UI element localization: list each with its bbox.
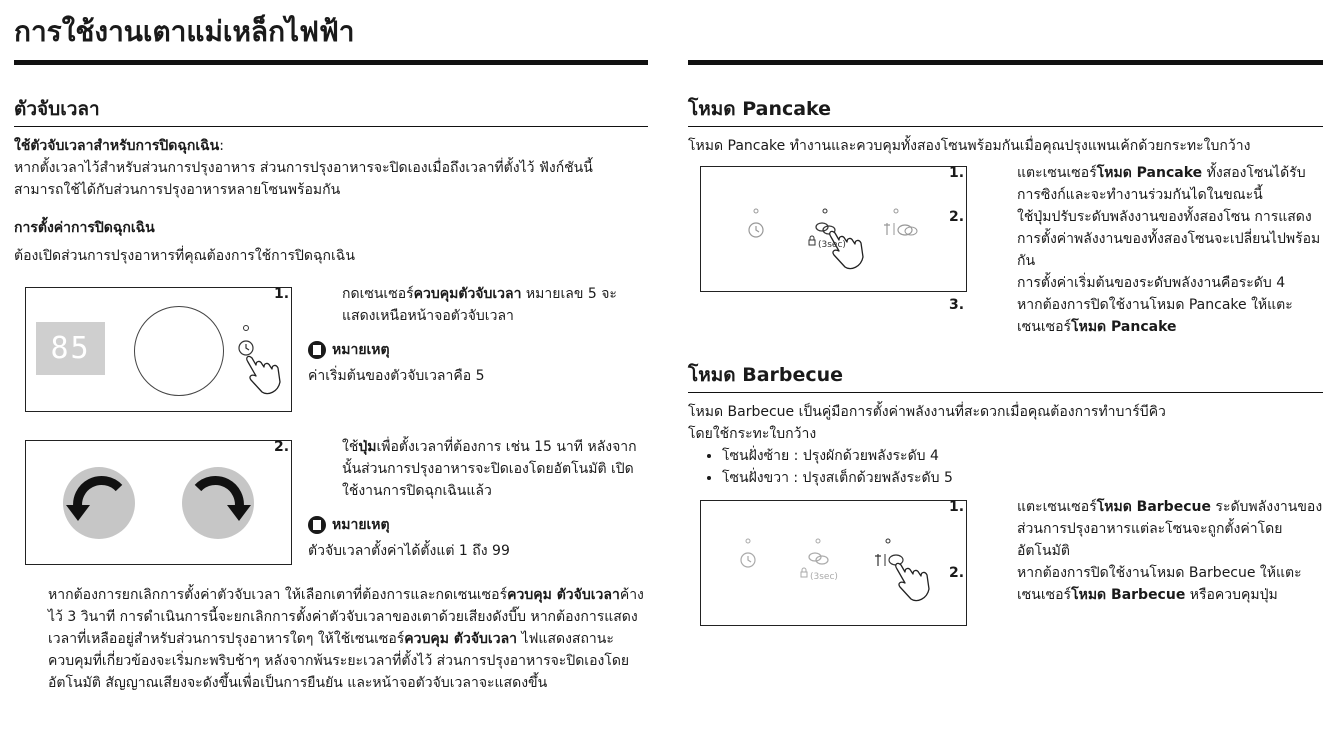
timer-step1-block bbox=[274, 283, 648, 387]
list-item: • โซนฝั่งขวา : ปรุงสเต็กด้วยพลังระดับ 5 bbox=[722, 467, 1323, 489]
title-rule-left bbox=[14, 60, 648, 65]
page-title: การใช้งานเตาแม่เหล็กไฟฟ้า bbox=[14, 15, 355, 48]
barbecue-intro-line1: โหมด Barbecue เป็นคู่มือการตั้งค่าพลังงานที่สะดวกเมื่อคุณต้องการทำบาร์บีคิว bbox=[688, 404, 1166, 420]
pancake-step2: 2. ใช้ปุ่มปรับระดับพลังงานของทั้งสองโซน การแสดงการตั้งค่าพลังงานของทั้งสองโซนจะเปลี่ยนไปพร้อมกัน bbox=[949, 209, 1321, 269]
barbecue-step1: 1. แตะเซนเซอร์โหมด Barbecue ระดับพลังงานของส่วนการปรุงอาหารแต่ละโซนจะถูกตั้งค่าโดยอัตโนมัติ bbox=[949, 499, 1323, 559]
note-icon bbox=[308, 341, 326, 359]
barbecue-zone-list bbox=[688, 445, 1323, 489]
pancake-illustration bbox=[700, 166, 967, 292]
timer-touch-icon bbox=[226, 320, 286, 400]
control-ring bbox=[134, 306, 224, 396]
barbecue-lock-label: (3sec) bbox=[810, 572, 838, 582]
digit-display bbox=[36, 322, 105, 375]
pancake-step3: 3. หากต้องการปิดใช้งานโหมด Pancake ให้แตะเซนเซอร์โหมด Pancake bbox=[949, 297, 1293, 335]
title-rule-right bbox=[688, 60, 1323, 65]
list-item: • โซนฝั่งซ้าย : ปรุงผักด้วยพลังระดับ 4 bbox=[722, 445, 1323, 467]
barbecue-intro-line2: โดยใช้กระทะใบกว้าง bbox=[688, 426, 817, 442]
timer-intro-line1: หากตั้งเวลาไว้สำหรับส่วนการปรุงอาหาร ส่วนการปรุงอาหารจะปิดเองเมื่อถึงเวลาที่ตั้งไว้ ฟังก์ชันนี้ bbox=[14, 160, 593, 176]
timer-section bbox=[14, 96, 648, 267]
knob-arrows-icon bbox=[26, 441, 291, 564]
timer-heading: ตัวจับเวลา bbox=[14, 98, 100, 120]
barbecue-step2: 2. หากต้องการปิดใช้งานโหมด Barbecue ให้แตะเซนเซอร์โหมด Barbecue หรือควบคุมปุ่ม bbox=[949, 565, 1302, 603]
timer-display-illustration bbox=[25, 287, 292, 412]
timer-step2-block bbox=[274, 436, 648, 562]
pancake-step2-default: การตั้งค่าเริ่มต้นของระดับพลังงานคือระดับ 4 bbox=[1017, 275, 1286, 291]
timer-subheading: ใช้ตัวจับเวลาสำหรับการปิดฉุกเฉิน: bbox=[14, 138, 224, 154]
timer-note1-text: ค่าเริ่มต้นของตัวจับเวลาคือ 5 bbox=[308, 368, 485, 384]
knob-illustration bbox=[25, 440, 292, 565]
barbecue-panel-icons bbox=[701, 501, 966, 625]
pancake-section bbox=[688, 96, 1323, 157]
timer-step2: 2. ใช้ปุ่มเพื่อตั้งเวลาที่ต้องการ เช่น 15 นาที หลังจากนั้นส่วนการปรุงอาหารจะปิดเองโดยอัตโนมัติ เปิดใช้งานการปิดฉุกเฉินแล้ว bbox=[274, 439, 637, 499]
barbecue-heading: โหมด Barbecue bbox=[688, 364, 844, 386]
pancake-panel-icons bbox=[701, 167, 966, 291]
barbecue-steps bbox=[949, 496, 1323, 606]
pancake-heading: โหมด Pancake bbox=[688, 98, 832, 120]
timer-step3: หากต้องการยกเลิกการตั้งค่าตัวจับเวลา ให้เลือกเตาที่ต้องการและกดเซนเซอร์ควบคุม ตัวจับเวลาค้างไว้ 3 วินาที การดำเนินการนี้จะยกเลิกการตั้งค่าตัวจับเวลาของเตาด้วยเสียงดังบี๊บ หากต้องการแสดงเวลาที่เหลืออยู่สำหรับส่วนการปรุงอาหารใดๆ ให้ใช้เซนเซอร์ควบคุม ตัวจับเวลา ไฟแสดงสถานะควบคุมที่เกี่ยวข้องจะเริ่มกะพริบช้าๆ หลังจากพ้นระยะเวลาที่ตั้งไว้ ส่วนการปรุงอาหารจะปิดเองโดยอัตโนมัติ สัญญาณเสียงจะดังขึ้นเพื่อเป็นการยืนยัน และหน้าจอตัวจับเวลาจะแสดงขึ้น bbox=[48, 587, 644, 691]
barbecue-heading-rule bbox=[688, 392, 1323, 393]
timer-heading-rule bbox=[14, 126, 648, 127]
timer-note2-label: หมายเหตุ bbox=[308, 514, 648, 536]
setting-intro: ต้องเปิดส่วนการปรุงอาหารที่คุณต้องการใช้การปิดฉุกเฉิน bbox=[14, 248, 355, 264]
timer-step3-block bbox=[14, 584, 648, 694]
pancake-heading-rule bbox=[688, 126, 1323, 127]
setting-heading: การตั้งค่าการปิดฉุกเฉิน bbox=[14, 220, 155, 236]
pancake-steps bbox=[949, 162, 1323, 338]
pancake-lock-label: (3sec) bbox=[818, 240, 846, 250]
timer-note1-label: หมายเหตุ bbox=[308, 339, 648, 361]
timer-note2-text: ตัวจับเวลาตั้งค่าได้ตั้งแต่ 1 ถึง 99 bbox=[308, 543, 510, 559]
pancake-intro: โหมด Pancake ทำงานและควบคุมทั้งสองโซนพร้อมกันเมื่อคุณปรุงแพนเค้กด้วยกระทะใบกว้าง bbox=[688, 138, 1251, 154]
pancake-step1: 1. แตะเซนเซอร์โหมด Pancake ทั้งสองโซนได้รับการซิงก์และจะทำงานร่วมกันไดในขณะนี้ bbox=[949, 165, 1306, 203]
note-icon bbox=[308, 516, 326, 534]
barbecue-section bbox=[688, 362, 1323, 489]
timer-step1: 1. กดเซนเซอร์ควบคุมตัวจับเวลา หมายเลข 5 จะแสดงเหนือหน้าจอตัวจับเวลา bbox=[274, 286, 617, 324]
timer-intro-line2: สามารถใช้ได้กับส่วนการปรุงอาหารหลายโซนพร้อมกัน bbox=[14, 182, 341, 198]
digit-readout: 85 bbox=[50, 331, 91, 366]
barbecue-illustration bbox=[700, 500, 967, 626]
